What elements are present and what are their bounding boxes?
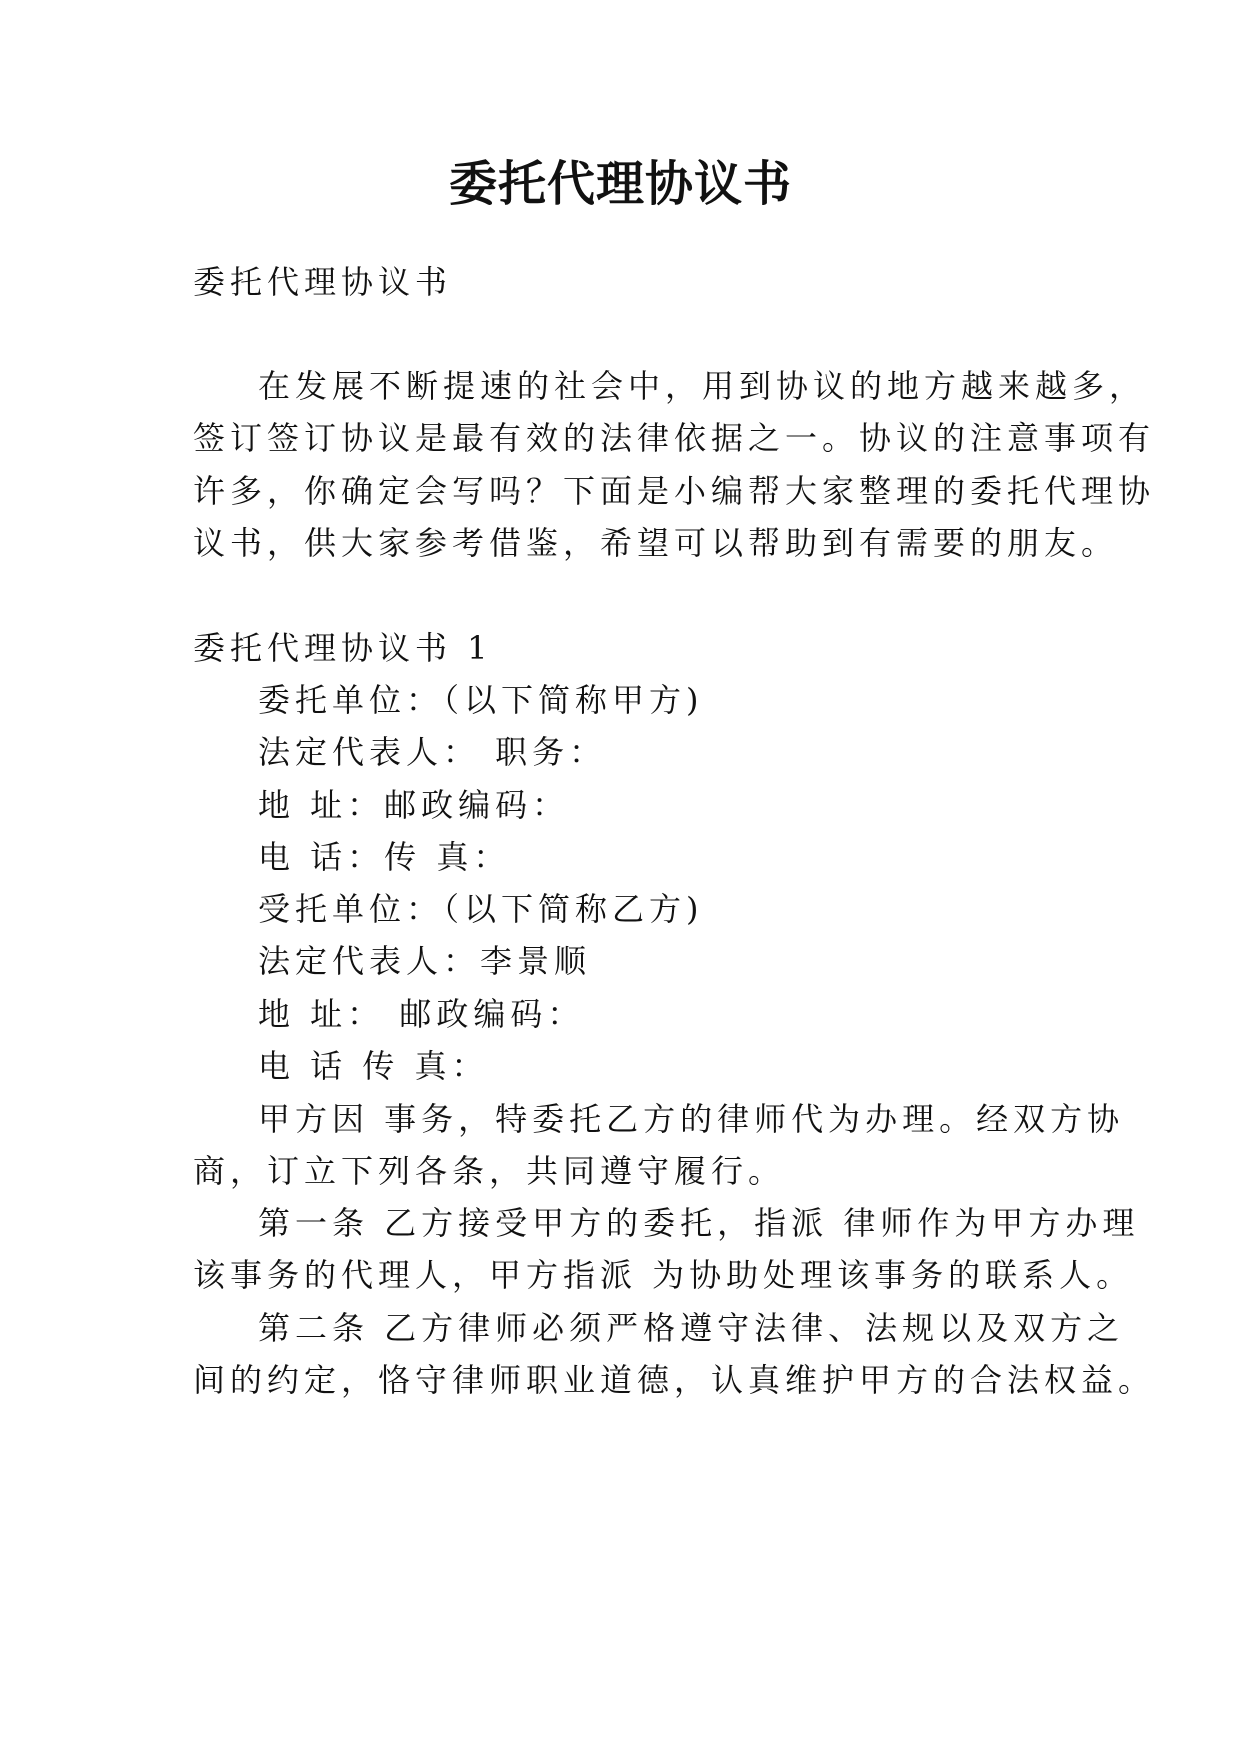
field-line: 电 话 传 真： — [258, 1047, 489, 1085]
section-heading: 委托代理协议书 1 — [193, 629, 493, 667]
field-line: 委托单位：（以下简称甲方) — [258, 681, 704, 719]
intro-line-2: 签订签订协议是最有效的法律依据之一。协议的注意事项有 — [193, 419, 1156, 457]
intro-line-3: 许多，你确定会写吗？下面是小编帮大家整理的委托代理协 — [193, 472, 1156, 510]
intro-line-4: 议书，供大家参考借鉴，希望可以帮助到有需要的朋友。 — [193, 524, 1119, 562]
body-line: 第二条 乙方律师必须严格遵守法律、法规以及双方之 — [258, 1309, 1125, 1347]
field-line: 法定代表人：李景顺 — [258, 942, 592, 980]
body-line: 甲方因 事务，特委托乙方的律师代为办理。经双方协 — [258, 1100, 1125, 1138]
body-line: 商，订立下列各条，共同遵守履行。 — [193, 1152, 786, 1190]
document-subtitle: 委托代理协议书 — [193, 263, 453, 301]
field-line: 地 址： 邮政编码： — [258, 995, 585, 1033]
field-line: 受托单位：（以下简称乙方) — [258, 890, 704, 928]
field-line: 法定代表人： 职务： — [258, 733, 607, 771]
field-line: 地 址：邮政编码： — [258, 786, 570, 824]
body-line: 该事务的代理人，甲方指派 为协助处理该事务的联系人。 — [193, 1256, 1134, 1294]
body-line: 第一条 乙方接受甲方的委托，指派 律师作为甲方办理 — [258, 1204, 1140, 1242]
intro-line-1: 在发展不断提速的社会中，用到协议的地方越来越多， — [258, 367, 1147, 405]
body-line: 间的约定，恪守律师职业道德，认真维护甲方的合法权益。 — [193, 1361, 1156, 1399]
field-line: 电 话：传 真： — [258, 838, 511, 876]
document-title: 委托代理协议书 — [448, 156, 792, 212]
